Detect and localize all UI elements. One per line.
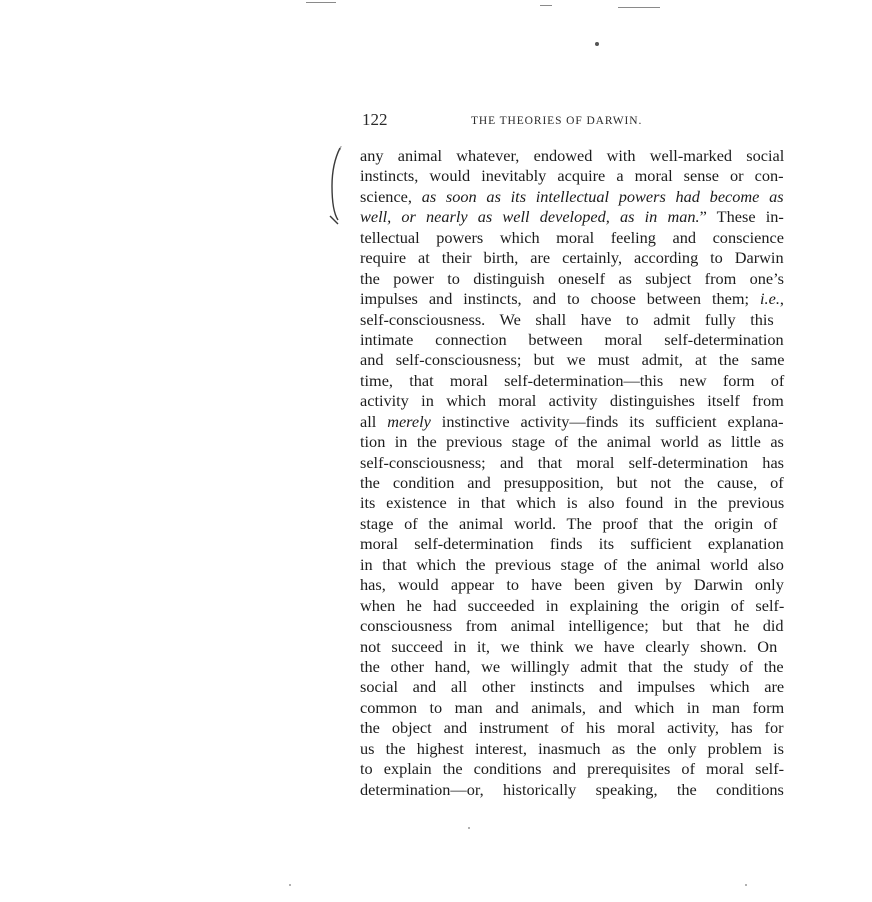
text-line [360,637,784,657]
text-segment: ” These in- [699,207,784,227]
text-segment: stage of the animal world. The proof that the origin of [360,513,778,533]
text-segment: impulses and instincts, and to choose between them; [360,289,761,309]
text-line [360,677,784,697]
text-line [360,493,784,513]
text-segment: the other hand, we willingly admit that the study of the [360,656,784,676]
text-line [360,146,784,166]
italic-text: well, or nearly as well developed, as in man. [360,207,700,227]
text-segment: require at their birth, are certainly, according to Darwin [360,248,784,268]
text-line [360,780,784,800]
text-segment: determination—or, historically speaking, the conditions [360,779,784,799]
text-line [360,432,784,452]
text-line [360,698,784,718]
text-segment: time, that moral self-determination—this new form of [360,370,785,390]
text-segment: all [360,411,388,431]
text-line [360,596,784,616]
text-line [360,657,784,677]
text-line [360,575,784,595]
text-line [360,248,784,268]
text-segment: self-consciousness; and that moral self-determination has [360,452,785,472]
scan-mark-top-right [618,7,660,8]
text-line [360,555,784,575]
italic-text: as soon as its intellectual powers had become as [421,186,784,206]
text-segment: common to man and animals, and which in man form [360,697,785,717]
text-line [360,289,784,309]
text-segment: , [779,289,784,309]
text-line [360,330,784,350]
scan-mark-top-left [306,2,336,3]
ink-speck [468,827,470,829]
text-line [360,473,784,493]
text-segment: instincts, would inevitably acquire a moral sense or con- [360,166,784,186]
text-line [360,187,784,207]
text-segment: in that which the previous stage of the animal world also [360,554,784,574]
text-line [360,371,784,391]
text-line [360,453,784,473]
text-line [360,391,784,411]
ink-speck [289,884,291,886]
text-line [360,269,784,289]
text-segment: and self-consciousness; but we must admit, at the same [360,350,785,370]
text-line [360,514,784,534]
page-number: 122 [362,110,388,129]
text-segment: tion in the previous stage of the animal world as little as [360,432,784,452]
text-segment: intimate connection between moral self-determination [360,329,784,349]
text-segment: instinctive activity—finds its sufficient explana- [430,411,784,431]
text-segment: us the highest interest, inasmuch as the only problem is [360,738,784,758]
margin-bracket-mark [326,146,356,234]
ink-speck [745,884,747,886]
text-line [360,166,784,186]
text-line [360,718,784,738]
scan-mark-top-mid [540,5,552,6]
text-line [360,310,784,330]
text-segment: when he had succeeded in explaining the origin of self- [360,595,785,615]
text-segment: its existence in that which is also found in the previous [360,493,785,513]
text-segment: science, [360,186,422,206]
text-line [360,616,784,636]
text-segment: activity in which moral activity distinguishes itself from [360,391,784,411]
body-text [360,146,784,800]
text-segment: to explain the conditions and prerequisites of moral self- [360,759,785,779]
text-segment: social and all other instincts and impulses which are [360,677,785,697]
text-segment: moral self-determination finds its sufficient explanation [360,534,784,554]
text-segment: consciousness from animal intelligence; but that he did [360,616,784,636]
text-line [360,759,784,779]
text-segment: tellectual powers which moral feeling and conscience [360,227,784,247]
text-line [360,207,784,227]
italic-text: i.e. [760,289,780,309]
text-segment: has, would appear to have been given by Darwin only [360,575,784,595]
text-segment: the power to distinguish oneself as subject from one’s [360,268,784,288]
text-line [360,412,784,432]
text-segment: self-consciousness. We shall have to admit fully this [360,309,774,329]
italic-text: merely [387,411,431,431]
text-line [360,350,784,370]
text-line [360,739,784,759]
text-segment: the condition and presupposition, but not the cause, of [360,473,784,492]
page-header [360,110,785,130]
text-line [360,534,784,554]
text-segment: any animal whatever, endowed with well-marked social [360,146,785,165]
ink-speck [595,42,599,46]
running-title: THE THEORIES OF DARWIN. [471,115,643,127]
text-line [360,228,784,248]
text-segment: the object and instrument of his moral activity, has for [360,718,784,738]
text-segment: not succeed in it, we think we have clearly shown. On [360,636,778,656]
